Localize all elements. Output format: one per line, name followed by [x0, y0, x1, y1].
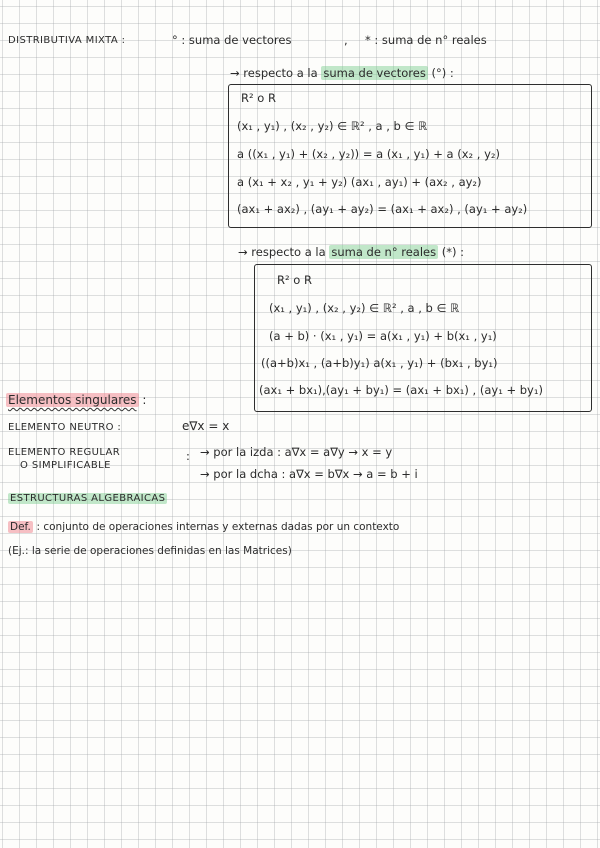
example-line: (Ej.: la serie de operaciones definidas en las Matrices) — [8, 545, 292, 557]
section1-row: (ax₁ + ax₂) , (ay₁ + ay₂) = (ax₁ + ax₂) , (ay₁ + ay₂) — [237, 202, 528, 216]
rule-left: → por la izda : a∇x = a∇y → x = y — [200, 445, 393, 459]
section1-box — [228, 84, 592, 228]
section2-row: (ax₁ + bx₁),(ay₁ + by₁) = (ax₁ + bx₁) , (ay₁ + by₁) — [259, 383, 543, 397]
rule-right: → por la dcha : a∇x = b∇x → a = b + i — [200, 467, 418, 481]
section2-row: (x₁ , y₁) , (x₂ , y₂) ∈ ℝ² , a , b ∈ ℝ — [269, 301, 460, 315]
definition-label: Def. — [10, 521, 31, 533]
regular-label-line2: O SIMPLIFICABLE — [20, 460, 111, 471]
section2-box — [254, 264, 592, 412]
section1-row: a (x₁ + x₂ , y₁ + y₂) (ax₁ , ay₁) + (ax₂ , ay₂) — [237, 175, 482, 189]
section2-row: ((a+b)x₁ , (a+b)y₁) a(x₁ , y₁) + (bx₁ , by₁) — [261, 356, 498, 370]
singulares-heading — [6, 393, 146, 407]
section1-row: a ((x₁ , y₁) + (x₂ , y₂)) = a (x₁ , y₁) + a (x₂ , y₂) — [237, 147, 501, 161]
header-note-vectors: ° : suma de vectores — [172, 33, 292, 47]
header-separator: , — [344, 33, 348, 47]
section1-heading — [230, 66, 454, 80]
section2-prefix: → respecto a la — [238, 245, 326, 259]
section1-prefix: → respecto a la — [230, 66, 318, 80]
section2-suffix: (*) : — [441, 245, 465, 259]
section2-row: (a + b) · (x₁ , y₁) = a(x₁ , y₁) + b(x₁ , y₁) — [269, 329, 497, 343]
section2-row: R² o R — [277, 273, 312, 287]
regular-label-line1: ELEMENTO REGULAR — [8, 447, 121, 458]
section1-highlight: suma de vectores — [323, 66, 426, 80]
definition-line — [8, 519, 399, 534]
section1-row: (x₁ , y₁) , (x₂ , y₂) ∈ ℝ² , a , b ∈ ℝ — [237, 119, 428, 133]
singulares-title: Elementos singulares — [8, 393, 137, 407]
singulares-colon: : — [142, 393, 147, 407]
section1-row: R² o R — [241, 91, 276, 105]
section2-heading — [238, 245, 464, 259]
neutro-label: ELEMENTO NEUTRO : — [8, 422, 122, 433]
header-title: DISTRIBUTIVA MIXTA : — [8, 35, 126, 46]
estructuras-title-text: ESTRUCTURAS ALGEBRAICAS — [10, 493, 166, 504]
regular-colon: : — [186, 449, 190, 463]
section2-highlight: suma de n° reales — [331, 245, 437, 259]
estructuras-title — [8, 492, 167, 506]
section1-suffix: (°) : — [431, 66, 454, 80]
header-note-reals: * : suma de n° reales — [365, 33, 487, 47]
definition-text: : conjunto de operaciones internas y externas dadas por un contexto — [36, 521, 400, 533]
neutro-expression: e∇x = x — [182, 419, 230, 433]
